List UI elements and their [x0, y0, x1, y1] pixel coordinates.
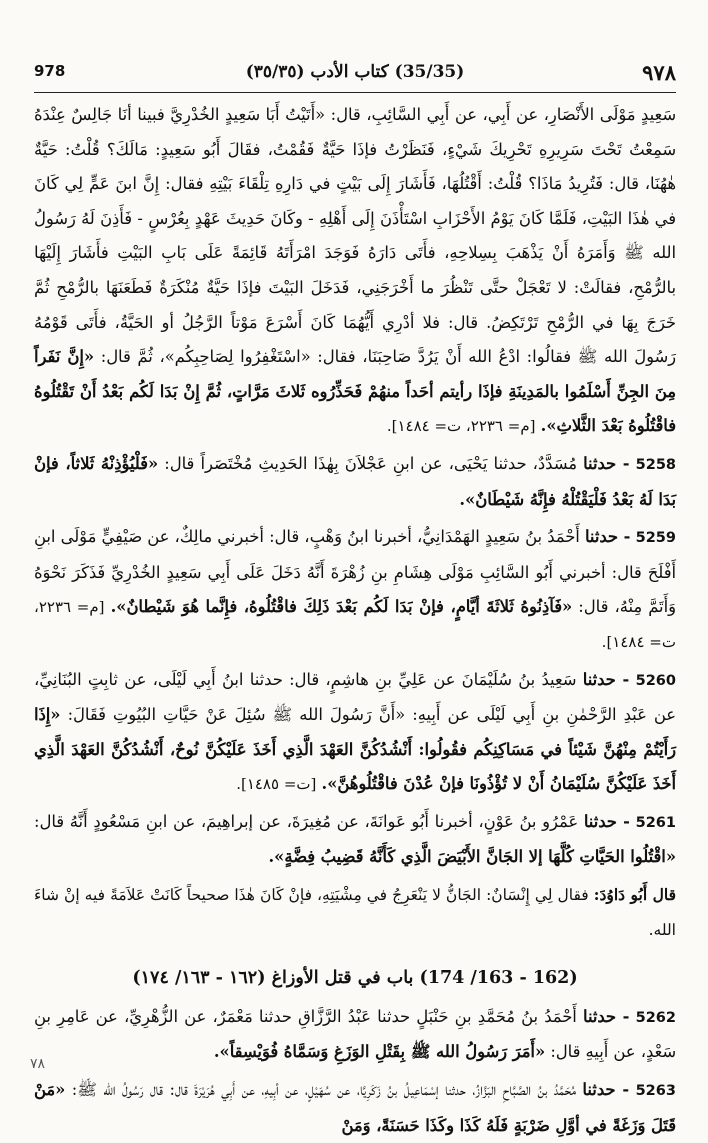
intro-text: سَعِيدٍ مَوْلَى الأَنْصَارِ، عن أَبِي، عن أَبِي السَّائِبِ، قال: «أَتَيْتُ أَبَا سَعِيدٍ الخُدْرِيَّ فبينا أنَا جَالِسٌ عِنْدَهُ سَمِعْتُ تَحْتَ سَرِيرِهِ تَحْرِيكَ شَيْءٍ، فَنَظَرْتُ فإذَا حَيَّةٌ فَقُمْتُ، فقَالَ أَبُو سَعِيدٍ: مَالَكَ؟ قُلْتُ: حَيَّةٌ هٰهُنَا، قال: فَتُرِيدُ مَاذَا؟ قُلْتُ: أَقْتُلُهَا، فَأَشَارَ إِلَى بَيْتٍ في دَارِهِ تِلْقَاءَ بَيْتِهِ فقال: إِنَّ ابنَ عَمٍّ لِي كَانَ في هٰذَا البَيْتِ، فَلَمَّا كَانَ يَوْمُ الأَحْزَابِ اسْتَأْذَنَ إِلَى أَهْلِهِ - وكَانَ حَدِيثَ عَهْدٍ بِعُرْسٍ - فَأَذِنَ لَهُ رَسُولُ الله ﷺ وَأَمَرَهُ أَنْ يَذْهَبَ بِسِلاحِهِ، فأَتَى دَارَهُ فَوَجَدَ امْرَأَتَهُ قَائِمَةً عَلَى بَابِ البَيْتِ فأَشَارَ إِلَيْهَا بالرُّمْحِ، فقالَتْ: لا تَعْجَلْ حتَّى تَنْظُرَ ما أَخْرَجَنِي، فَدَخَلَ البَيْتَ فإذَا حَيَّةٌ مُنْكَرَةٌ فَطَعَنَهَا بالرُّمْحِ ثُمَّ خَرَجَ بِهَا في الرُّمْحِ تَرْتَكِضُ. قال: فلا أدْرِي أَيُّهُمَا كَانَ أَسْرَعَ مَوْتاً الرَّجُلُ أو الحَيَّةُ، فأَتَى قَوْمُهُ رَسُولَ الله ﷺ فقالُوا: ادْعُ الله أَنْ يَرُدَّ صَاحِبَنَا، فقال: «اسْتَغْفِرُوا لِصَاحِبِكُم»، ثُمَّ قال: [34, 105, 676, 367]
hadith-number: 5260 [635, 672, 676, 689]
intro-paragraph [34, 98, 676, 444]
page-number-latin: 978 [34, 62, 66, 80]
hadith-text: عَمْرُو بنُ عَوْنٍ، أخبرنا أَبُو عَوانَةَ، عن مُغِيرَةَ، عن إبراهِيمَ، عن ابنِ مَسْعُودٍ أَنَّهُ قال: [34, 811, 579, 831]
hadith-quote: «فَآذِنُوهُ ثَلاثَةَ أيَّامٍ، فإنْ بَدَا لَكُم بَعْدَ ذَلِكَ فاقْتُلُوهُ، فإِنَّما هُوَ شَيْطانٌ». [110, 597, 573, 617]
hadith-text: مُسَدَّدٌ، حدثنا يَحْيَى، عن ابنِ عَجْلاَنَ بِهٰذَا الحَدِيثِ مُخْتَصَراً قال: [164, 453, 577, 473]
note-label: قال أَبُو دَاوُدَ: [593, 885, 676, 905]
hadith-5263 [34, 1073, 676, 1143]
hadith-text: سَعِيدُ بنُ سُلَيْمَانَ عن عَلِيِّ بنِ هاشِمٍ، قال: حدثنا ابنُ أَبِي لَيْلَى، عن ثابِتٍ البُنَانِيِّ، عن عَبْدِ الرَّحْمٰنِ بنِ أَبِي لَيْلَى عن أَبِيهِ: «أَنَّ رَسُولَ الله ﷺ سُئِلَ عَنْ حَيَّاتِ البُيُوتِ فَقَالَ: [34, 669, 676, 725]
hadith-lead: - حدثنا [583, 453, 630, 473]
hadith-5261 [34, 805, 676, 875]
page-number-arabic: ٩٧٨ [642, 60, 676, 85]
hadith-5259 [34, 520, 676, 659]
hadith-lead: - حدثنا [583, 811, 630, 831]
hadith-quote: «أَمَرَ رَسُولُ الله ﷺ بِقَتْلِ الوَزَغِ وَسَمَّاهُ فُوَيْسِقاً». [213, 1042, 546, 1062]
hadith-ref: [م= ٢٢٣٦، ت= ١٤٨٤]. [34, 598, 676, 651]
footer-mark: ٧٨ [30, 1056, 46, 1072]
hadith-quote: «إِذَا رَأَيْتُمْ مِنْهُنَّ شَيْئاً في مَسَاكِنِكُم فقُولُوا: أَنْشُدُكُنَّ العَهْدَ الَّذِي أَخَذَ عَلَيْكُنَّ نُوحٌ، أَنْشُدُكُنَّ العَهْدَ الَّذِي أَخَذَ عَلَيْكُنَّ سُلَيْمَانُ أَنْ لا تُؤْذُونَا فإنْ عُدْنَ فاقْتُلُوهُنَّ». [34, 705, 676, 794]
note-text: فقال لِي إِنْسَانٌ: الجَانُّ لا يَنْعَرِجُ في مِشْيَتِهِ، فإنْ كَانَ هٰذَا صحيحاً كَانَتْ عَلاَمَةً فيه إنْ شاءَ الله. [34, 886, 676, 939]
hadith-quote: «اقْتُلُوا الحَيَّاتِ كُلَّهَا إلا الجَانَّ الأَبْيَضَ الَّذِي كَأَنَّهُ قَضِيبُ فِضَّةٍ». [268, 847, 676, 867]
header-rule [34, 92, 676, 93]
intro-quote: «إِنَّ نَفَراً مِنَ الجِنِّ أَسْلَمُوا بالمَدِينَةِ فإذَا رأيتم أحَداً منهُمْ فَحَذِّرُوه ثَلاثَ مَرَّاتٍ، ثُمَّ إِنْ بَدَا لَكُم بَعْدُ أَنْ تَقْتُلُوهُ فاقْتُلُوهُ بَعْدَ الثَّلاثِ». [34, 347, 676, 436]
page-body [34, 98, 676, 1143]
hadith-quote: «مَنْ قَتَلَ وَزَغَةً في أوَّلِ ضَرْبَةٍ فَلَهُ كَذَا وكَذَا حَسَنَةً، وَمَنْ [34, 1080, 676, 1135]
hadith-text: أَحْمَدُ بنُ مُحَمَّدِ بنِ حَنْبَلٍ حدثنا عَبْدُ الرَّزَّاقِ حدثنا مَعْمَرٌ، عن الزُّهْرِيِّ، عن عَامِرِ بنِ سَعْدٍ، عن أَبِيهِ قال: [34, 1006, 676, 1062]
hadith-lead: - حدثنا [582, 1006, 630, 1026]
hadith-text: مُحَمَّدُ بنُ الصَّبَّاحِ البَزَّازُ، حدثنا إسْمَاعِيلُ بنُ زَكَرِيَّا، عن سُهَيْلٍ، عن أبِيهِ، عن أَبِي هُرَيْرَةَ قال: قال رَسُولُ الله ﷺ: [71, 1080, 576, 1100]
hadith-quote: «فَلْيُؤْذِنْهُ ثَلاثاً، فإنْ بَدَا لَهُ بَعْدُ فَلْيَقْتُلْهُ فإِنَّهُ شَيْطَانٌ». [34, 453, 676, 509]
intro-ref: [م= ٢٢٣٦، ت= ١٤٨٤]. [386, 417, 536, 436]
hadith-ref: [ت= ١٤٨٥]. [236, 775, 317, 794]
chapter-heading: (162 - 163/ 174) باب في قتل الأوزاغ (١٦٢ - ١٦٣/ ١٧٤) [132, 968, 578, 989]
hadith-number: 5258 [635, 456, 676, 473]
hadith-lead: - حدثنا [582, 1080, 630, 1100]
hadith-lead: - حدثنا [584, 527, 631, 547]
hadith-number: 5259 [635, 530, 676, 547]
abu-dawud-note [34, 878, 676, 947]
hadith-number: 5263 [635, 1083, 676, 1100]
hadith-text: أَحْمَدُ بنُ سَعِيدٍ الهَمْدَانِيُّ، أخبرنا ابنُ وَهْبٍ، قال: أخبرني مالِكٌ، عن صَيْفِيٍّ مَوْلَى ابنِ أَفْلَحَ قال: أخبرني أَبُو السَّائِبِ مَوْلَى هِشَامِ بنِ زُهْرَةَ أَنَّهُ دَخَلَ عَلَى أَبِي سَعِيدٍ الخُدْرِيِّ فَذَكَرَ نَحْوَهُ وَأَتَمَّ مِنْهُ، قال: [34, 527, 676, 617]
hadith-number: 5261 [635, 814, 676, 831]
hadith-5260 [34, 663, 676, 802]
hadith-5258 [34, 447, 676, 517]
page-header [34, 58, 676, 98]
running-title: (35/35) كتاب الأدب (٣٥/٣٥) [245, 62, 465, 82]
hadith-lead: - حدثنا [582, 669, 630, 689]
hadith-number: 5262 [635, 1009, 676, 1026]
hadith-5262 [34, 1000, 676, 1070]
